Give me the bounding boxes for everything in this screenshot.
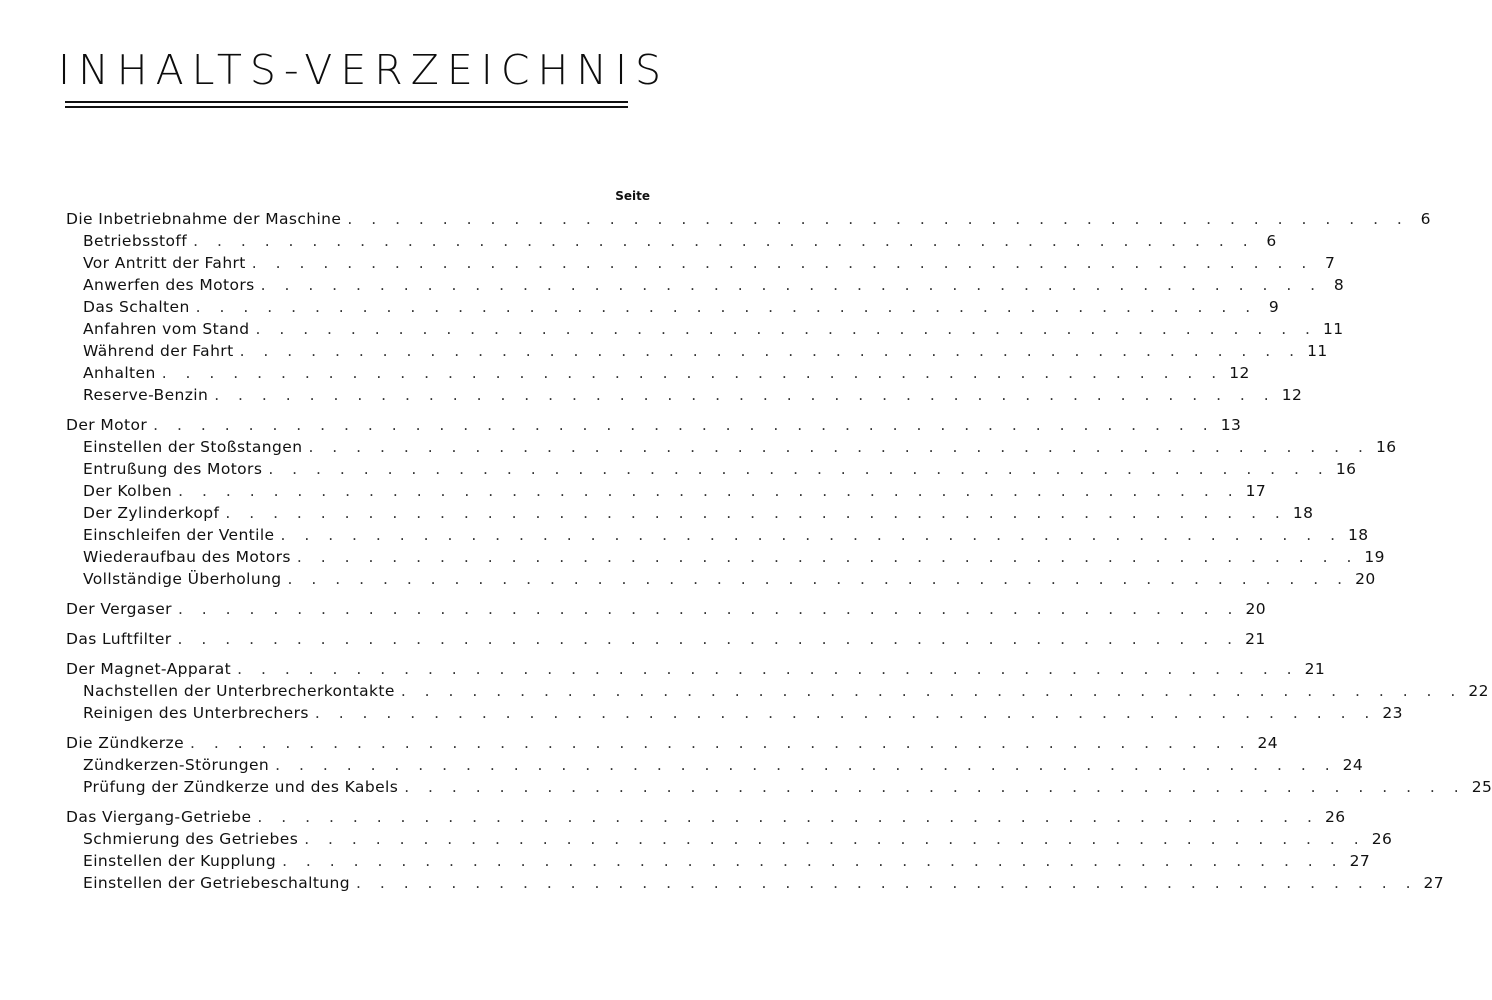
dot-leader: . . . . . . . . . . . . . . . . . . . . . . . . . . . . . . . . . . . . . . . . . . . . . <box>356 874 1418 892</box>
toc-subentry <box>66 776 1492 798</box>
toc-entry-label: Wiederaufbau des Motors <box>83 548 291 566</box>
toc-subentry <box>66 458 1357 480</box>
toc-page-number: 18 <box>1348 526 1369 544</box>
toc-subentry <box>66 296 1280 318</box>
toc-subentry <box>66 850 1371 872</box>
title-rule-bottom <box>65 106 628 108</box>
toc-entry-label: Vollständige Überholung <box>83 570 282 588</box>
dot-leader: . . . . . . . . . . . . . . . . . . . . . . . . . . . . . . . . . . . . . . . . . . . . . <box>304 830 1366 848</box>
toc-entry-label: Zündkerzen-Störungen <box>83 756 270 774</box>
dot-leader: . . . . . . . . . . . . . . . . . . . . . . . . . . . . . . . . . . . . . . . . . . . . . <box>190 734 1252 752</box>
toc-section <box>66 628 1266 650</box>
toc-section <box>66 732 1492 798</box>
dot-leader: . . . . . . . . . . . . . . . . . . . . . . . . . . . . . . . . . . . . . . . . . . . . . <box>296 548 1359 566</box>
toc-entry-label: Der Kolben <box>83 482 173 500</box>
toc-entry-label: Prüfung der Zündkerze und des Kabels <box>83 778 399 796</box>
toc-entry-label: Die Zündkerze <box>66 734 185 752</box>
toc-page-number: 12 <box>1229 364 1250 382</box>
toc-page-number: 11 <box>1323 320 1344 338</box>
toc-entry-label: Vor Antritt der Fahrt <box>83 254 246 272</box>
toc-subentry <box>66 384 1303 406</box>
toc-page-number: 20 <box>1355 570 1376 588</box>
toc-page-number: 20 <box>1245 600 1266 618</box>
dot-leader: . . . . . . . . . . . . . . . . . . . . . . . . . . . . . . . . . . . . . . . . . . . . . <box>347 210 1409 228</box>
toc-entry-label: Der Motor <box>66 416 148 434</box>
toc-entry-label: Schmierung des Getriebes <box>83 830 299 848</box>
toc-entry-label: Entrußung des Motors <box>83 460 263 478</box>
toc-subentry <box>66 680 1489 702</box>
toc-entry-label: Der Vergaser <box>66 600 172 618</box>
toc-subentry <box>66 252 1336 274</box>
toc-entry-label: Das Schalten <box>83 298 190 316</box>
dot-leader: . . . . . . . . . . . . . . . . . . . . . . . . . . . . . . . . . . . . . . . . . . . . . <box>287 570 1350 588</box>
toc-entry-label: Während der Fahrt <box>83 342 234 360</box>
toc-page-number: 22 <box>1468 682 1489 700</box>
toc-entry-label: Anfahren vom Stand <box>83 320 250 338</box>
dot-leader: . . . . . . . . . . . . . . . . . . . . . . . . . . . . . . . . . . . . . . . . . . . . . <box>404 778 1466 796</box>
toc-entry <box>66 658 1326 680</box>
toc-page-number: 23 <box>1382 704 1403 722</box>
toc-entry <box>66 414 1242 436</box>
toc-page-number: 16 <box>1375 438 1397 456</box>
dot-leader: . . . . . . . . . . . . . . . . . . . . . . . . . . . . . . . . . . . . . . . . . . . . . <box>280 526 1343 544</box>
toc-page-number: 16 <box>1335 460 1357 478</box>
toc-entry-label: Das Luftfilter <box>66 630 172 648</box>
toc-section <box>66 414 1397 590</box>
toc-subentry <box>66 436 1397 458</box>
toc-entry-label: Einstellen der Getriebeschaltung <box>83 874 350 892</box>
toc-page-number: 9 <box>1268 298 1280 316</box>
toc-entry-label: Anwerfen des Motors <box>83 276 255 294</box>
dot-leader: . . . . . . . . . . . . . . . . . . . . . . . . . . . . . . . . . . . . . . . . . . . . . <box>308 438 1370 456</box>
toc-entry-label: Reinigen des Unterbrechers <box>83 704 309 722</box>
toc-entry-label: Einstellen der Stoßstangen <box>83 438 303 456</box>
toc-subentry <box>66 340 1328 362</box>
dot-leader: . . . . . . . . . . . . . . . . . . . . . . . . . . . . . . . . . . . . . . . . . . . . . <box>193 232 1255 250</box>
toc-subentry <box>66 546 1385 568</box>
dot-leader: . . . . . . . . . . . . . . . . . . . . . . . . . . . . . . . . . . . . . . . . . . . . . <box>255 320 1317 338</box>
toc-page-number: 24 <box>1257 734 1279 752</box>
toc-subentry <box>66 754 1364 776</box>
toc-page-number: 6 <box>1420 210 1431 228</box>
dot-leader: . . . . . . . . . . . . . . . . . . . . . . . . . . . . . . . . . . . . . . . . . . . . . <box>237 660 1299 678</box>
toc-page-number: 26 <box>1371 830 1393 848</box>
dot-leader: . . . . . . . . . . . . . . . . . . . . . . . . . . . . . . . . . . . . . . . . . . . . . <box>161 364 1224 382</box>
dot-leader: . . . . . . . . . . . . . . . . . . . . . . . . . . . . . . . . . . . . . . . . . . . . . <box>400 682 1463 700</box>
toc-subentry <box>66 274 1345 296</box>
toc-entry <box>66 732 1279 754</box>
toc-page-number: 7 <box>1325 254 1336 272</box>
toc-entry-label: Einstellen der Kupplung <box>83 852 277 870</box>
dot-leader: . . . . . . . . . . . . . . . . . . . . . . . . . . . . . . . . . . . . . . . . . . . . . <box>282 852 1344 870</box>
toc-page-number: 13 <box>1220 416 1242 434</box>
page-title: INHALTS-VERZEICHNIS <box>58 46 670 94</box>
dot-leader: . . . . . . . . . . . . . . . . . . . . . . . . . . . . . . . . . . . . . . . . . . . . . <box>195 298 1258 316</box>
toc-entry-label: Die Inbetriebnahme der Maschine <box>66 210 342 228</box>
dot-leader: . . . . . . . . . . . . . . . . . . . . . . . . . . . . . . . . . . . . . . . . . . . . . <box>153 416 1215 434</box>
toc-section <box>66 806 1445 894</box>
toc-subentry <box>66 828 1393 850</box>
dot-leader: . . . . . . . . . . . . . . . . . . . . . . . . . . . . . . . . . . . . . . . . . . . . . <box>177 600 1240 618</box>
dot-leader: . . . . . . . . . . . . . . . . . . . . . . . . . . . . . . . . . . . . . . . . . . . . . <box>178 482 1240 500</box>
dot-leader: . . . . . . . . . . . . . . . . . . . . . . . . . . . . . . . . . . . . . . . . . . . . . <box>268 460 1330 478</box>
toc-subentry <box>66 502 1314 524</box>
toc-subentry <box>66 872 1445 894</box>
toc-entry-label: Der Zylinderkopf <box>83 504 220 522</box>
toc-entry-label: Einschleifen der Ventile <box>83 526 275 544</box>
toc-entry-label: Anhalten <box>83 364 156 382</box>
toc-entry-label: Reserve-Benzin <box>83 386 209 404</box>
toc-page-number: 19 <box>1364 548 1385 566</box>
toc-page-number: 17 <box>1245 482 1267 500</box>
dot-leader: . . . . . . . . . . . . . . . . . . . . . . . . . . . . . . . . . . . . . . . . . . . . . <box>239 342 1302 360</box>
dot-leader: . . . . . . . . . . . . . . . . . . . . . . . . . . . . . . . . . . . . . . . . . . . . . <box>225 504 1287 522</box>
toc-entry <box>66 628 1266 650</box>
dot-leader: . . . . . . . . . . . . . . . . . . . . . . . . . . . . . . . . . . . . . . . . . . . . . <box>314 704 1377 722</box>
toc-page-number: 26 <box>1324 808 1346 826</box>
toc-section <box>66 658 1489 724</box>
toc-page-number: 12 <box>1281 386 1303 404</box>
table-of-contents <box>66 208 1492 902</box>
toc-subentry <box>66 524 1369 546</box>
toc-entry <box>66 598 1266 620</box>
toc-entry-label: Nachstellen der Unterbrecherkontakte <box>83 682 395 700</box>
toc-section <box>66 598 1266 620</box>
toc-page-number: 25 <box>1471 778 1492 796</box>
toc-page-number: 21 <box>1245 630 1266 648</box>
dot-leader: . . . . . . . . . . . . . . . . . . . . . . . . . . . . . . . . . . . . . . . . . . . . . <box>275 756 1337 774</box>
page-column-header: Seite <box>615 189 650 203</box>
dot-leader: . . . . . . . . . . . . . . . . . . . . . . . . . . . . . . . . . . . . . . . . . . . . . <box>251 254 1314 272</box>
toc-page-number: 11 <box>1307 342 1328 360</box>
toc-entry-label: Das Viergang-Getriebe <box>66 808 252 826</box>
toc-entry-label: Der Magnet-Apparat <box>66 660 232 678</box>
dot-leader: . . . . . . . . . . . . . . . . . . . . . . . . . . . . . . . . . . . . . . . . . . . . . <box>257 808 1319 826</box>
toc-subentry <box>66 318 1344 340</box>
dot-leader: . . . . . . . . . . . . . . . . . . . . . . . . . . . . . . . . . . . . . . . . . . . . . <box>177 630 1240 648</box>
dot-leader: . . . . . . . . . . . . . . . . . . . . . . . . . . . . . . . . . . . . . . . . . . . . . <box>260 276 1323 294</box>
toc-page-number: 27 <box>1349 852 1371 870</box>
toc-subentry <box>66 480 1267 502</box>
toc-page-number: 18 <box>1292 504 1314 522</box>
toc-entry-label: Betriebsstoff <box>83 232 188 250</box>
toc-entry <box>66 806 1346 828</box>
toc-subentry <box>66 568 1376 590</box>
toc-subentry <box>66 230 1277 252</box>
toc-section <box>66 208 1431 406</box>
dot-leader: . . . . . . . . . . . . . . . . . . . . . . . . . . . . . . . . . . . . . . . . . . . . . <box>214 386 1276 404</box>
toc-page-number: 21 <box>1304 660 1326 678</box>
toc-page-number: 27 <box>1423 874 1445 892</box>
title-rule-top <box>65 101 628 103</box>
toc-page-number: 6 <box>1266 232 1277 250</box>
toc-subentry <box>66 362 1250 384</box>
toc-page-number: 24 <box>1342 756 1364 774</box>
toc-subentry <box>66 702 1403 724</box>
toc-page-number: 8 <box>1333 276 1345 294</box>
toc-entry <box>66 208 1431 230</box>
